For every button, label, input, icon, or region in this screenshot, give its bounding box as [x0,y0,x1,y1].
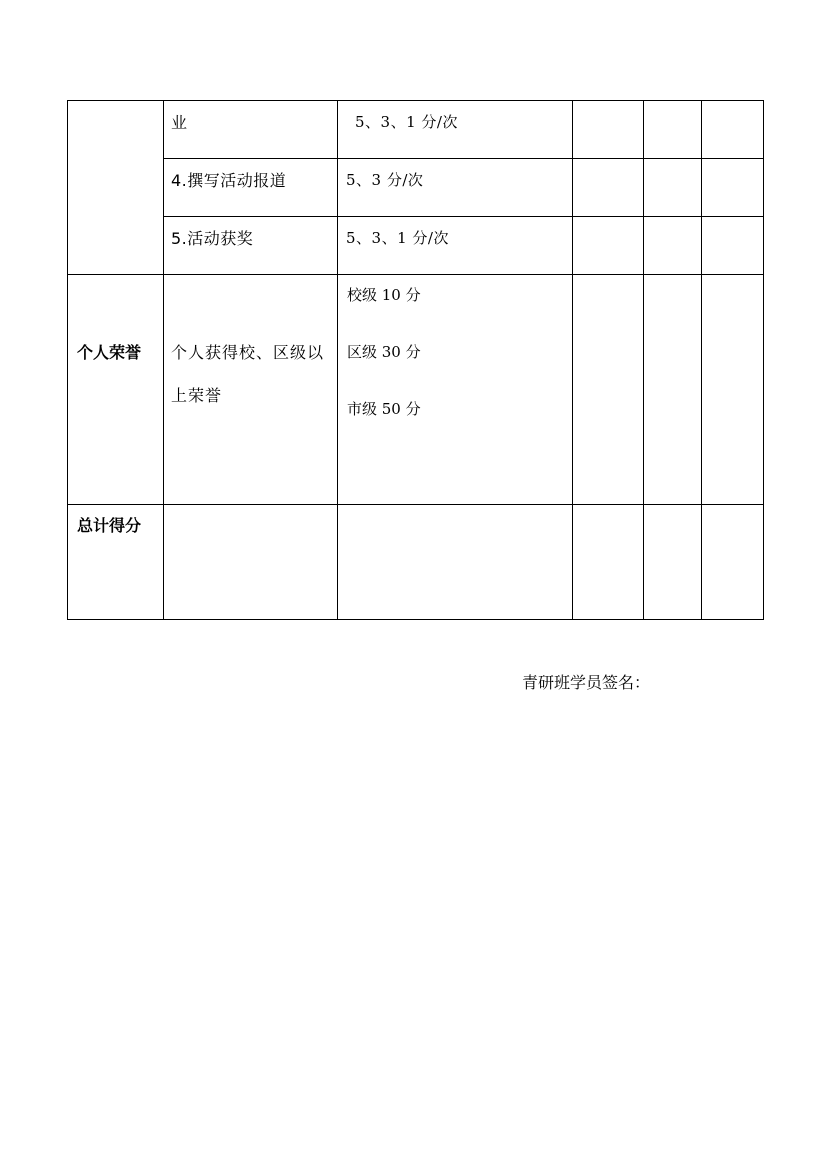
blank-cell [702,505,764,620]
blank-cell [573,159,644,217]
blank-cell [644,101,702,159]
blank-cell [573,101,644,159]
score-cell [338,275,573,505]
item-text: 4.撰写活动报道 [171,171,287,190]
item-cell [164,159,338,217]
honor-levels [338,275,572,459]
blank-cell [164,505,338,620]
table-row [68,275,764,505]
total-label: 总计得分 [77,516,142,535]
table-row [68,159,764,217]
blank-cell [573,275,644,505]
table-row [68,101,764,159]
category-label: 个人荣誉 [77,343,142,362]
blank-cell [338,505,573,620]
category-cell [68,101,164,275]
score-cell [338,101,573,159]
score-cell [338,217,573,275]
blank-cell [702,101,764,159]
honor-description: 个人获得校、区级以上荣誉 [171,343,325,405]
score-text: 5、3、1 分/次 [355,113,458,131]
item-text: 5.活动获奖 [171,229,254,248]
honor-level-district: 区级 30 分 [347,343,421,361]
score-text: 5、3、1 分/次 [346,229,449,247]
blank-cell [702,275,764,505]
score-cell [338,159,573,217]
blank-cell [573,217,644,275]
blank-cell [644,159,702,217]
blank-cell [702,159,764,217]
signature-label: 青研班学员签名： [522,673,651,692]
score-table [67,100,764,620]
blank-cell [644,275,702,505]
item-text: 业 [171,113,188,132]
blank-cell [702,217,764,275]
category-cell [68,505,164,620]
blank-cell [573,505,644,620]
item-cell [164,101,338,159]
blank-cell [644,505,702,620]
table-row [68,505,764,620]
score-text: 5、3 分/次 [346,171,424,189]
honor-level-city: 市级 50 分 [347,400,421,418]
item-cell [164,275,338,505]
blank-cell [644,217,702,275]
category-cell [68,275,164,505]
honor-level-school: 校级 10 分 [347,286,421,304]
